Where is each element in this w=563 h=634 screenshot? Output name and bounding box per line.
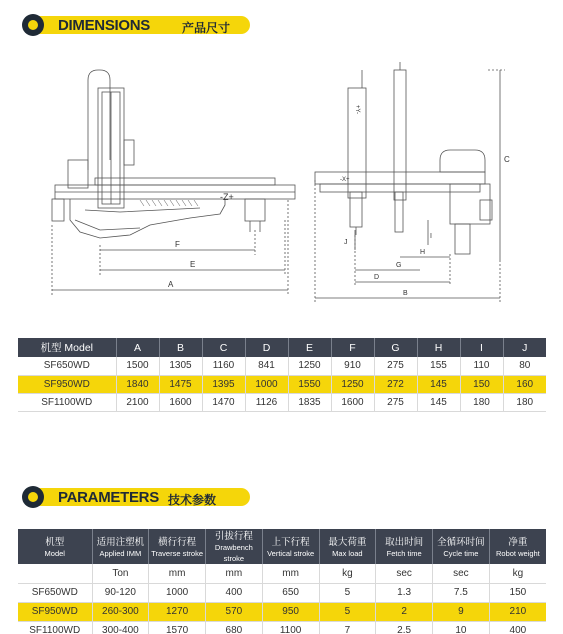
unit-cell: mm xyxy=(206,564,263,583)
parameters-header xyxy=(22,486,250,508)
value-cell: 1395 xyxy=(202,375,245,393)
model-cell: SF650WD xyxy=(18,583,92,602)
value-cell: 1500 xyxy=(116,357,159,375)
value-cell: 300-400 xyxy=(92,621,149,634)
value-cell: 1.3 xyxy=(376,583,433,602)
col-header-zh: 净重 xyxy=(508,536,528,548)
dim-label-j: J xyxy=(344,239,348,246)
col-header xyxy=(206,529,263,564)
col-header: J xyxy=(503,338,546,357)
value-cell: 1100 xyxy=(262,621,319,634)
table-row xyxy=(18,602,546,621)
col-header: C xyxy=(202,338,245,357)
value-cell: 7 xyxy=(319,621,376,634)
value-cell: 160 xyxy=(503,375,546,393)
col-header-zh: 适用注塑机 xyxy=(96,536,145,548)
col-header-en: Fetch time xyxy=(386,548,422,558)
col-header: 机型 Model xyxy=(18,338,116,357)
value-cell: 2100 xyxy=(116,393,159,411)
col-header: E xyxy=(288,338,331,357)
col-header: D xyxy=(245,338,288,357)
value-cell: 950 xyxy=(262,602,319,621)
value-cell: 1840 xyxy=(116,375,159,393)
col-header: A xyxy=(116,338,159,357)
dim-label-f: F xyxy=(175,240,180,249)
unit-cell: sec xyxy=(433,564,490,583)
header-badge-icon xyxy=(22,14,44,36)
col-header-en: Vertical stroke xyxy=(267,548,315,558)
value-cell: 1550 xyxy=(288,375,331,393)
col-header xyxy=(92,529,149,564)
unit-cell: kg xyxy=(489,564,546,583)
col-header: B xyxy=(159,338,202,357)
col-header xyxy=(149,529,206,564)
value-cell: 272 xyxy=(374,375,417,393)
value-cell: 1270 xyxy=(149,602,206,621)
table-row xyxy=(18,375,546,393)
model-cell: SF950WD xyxy=(18,375,116,393)
dimensions-table-header xyxy=(18,338,546,357)
dim-label-b: B xyxy=(403,290,408,297)
value-cell: 1570 xyxy=(149,621,206,634)
value-cell: 7.5 xyxy=(433,583,490,602)
col-header-en: Drawbench stroke xyxy=(214,543,253,563)
col-header xyxy=(319,529,376,564)
dim-label-h: H xyxy=(420,249,426,256)
col-header xyxy=(433,529,490,564)
unit-cell xyxy=(18,564,92,583)
unit-cell: Ton xyxy=(92,564,149,583)
value-cell: 275 xyxy=(374,393,417,411)
table-row xyxy=(18,583,546,602)
model-cell: SF1100WD xyxy=(18,393,116,411)
col-header-zh: 引拔行程 xyxy=(214,531,253,542)
value-cell: 90-120 xyxy=(92,583,149,602)
unit-cell: mm xyxy=(262,564,319,583)
value-cell: 2 xyxy=(376,602,433,621)
table-row xyxy=(18,357,546,375)
unit-cell: kg xyxy=(319,564,376,583)
value-cell: 1835 xyxy=(288,393,331,411)
col-header-zh: 机型 xyxy=(45,536,65,548)
value-cell: 275 xyxy=(374,357,417,375)
col-header: F xyxy=(331,338,374,357)
value-cell: 1250 xyxy=(331,375,374,393)
value-cell: 210 xyxy=(489,602,546,621)
model-cell: SF1100WD xyxy=(18,621,92,634)
value-cell: 400 xyxy=(489,621,546,634)
value-cell: 1600 xyxy=(159,393,202,411)
value-cell: 180 xyxy=(503,393,546,411)
col-header xyxy=(262,529,319,564)
dim-label-c: C xyxy=(504,155,510,164)
value-cell: 570 xyxy=(206,602,263,621)
value-cell: 9 xyxy=(433,602,490,621)
front-view-drawing xyxy=(40,60,300,305)
dim-label-a: A xyxy=(168,280,174,289)
col-header xyxy=(18,529,92,564)
unit-cell: mm xyxy=(149,564,206,583)
model-cell: SF650WD xyxy=(18,357,116,375)
value-cell: 1126 xyxy=(245,393,288,411)
value-cell: 260-300 xyxy=(92,602,149,621)
col-header-zh: 取出时间 xyxy=(385,536,424,548)
value-cell: 910 xyxy=(331,357,374,375)
z-axis-label: -Z+ xyxy=(220,192,234,202)
col-header-en: Max load xyxy=(332,548,363,558)
table-row xyxy=(18,621,546,634)
dimensions-header xyxy=(22,14,250,36)
value-cell: 10 xyxy=(433,621,490,634)
dim-label-g: G xyxy=(396,262,402,269)
y-axis-label: +Y- xyxy=(354,105,360,114)
value-cell: 2.5 xyxy=(376,621,433,634)
value-cell: 841 xyxy=(245,357,288,375)
value-cell: 80 xyxy=(503,357,546,375)
value-cell: 1600 xyxy=(331,393,374,411)
col-header: G xyxy=(374,338,417,357)
value-cell: 650 xyxy=(262,583,319,602)
value-cell: 110 xyxy=(460,357,503,375)
col-header-zh: 上下行程 xyxy=(271,536,310,548)
value-cell: 150 xyxy=(460,375,503,393)
parameters-table-header xyxy=(18,529,546,564)
col-header-en: Robot weight xyxy=(495,548,540,558)
value-cell: 180 xyxy=(460,393,503,411)
col-header: H xyxy=(417,338,460,357)
col-header xyxy=(489,529,546,564)
table-row xyxy=(18,393,546,411)
value-cell: 1250 xyxy=(288,357,331,375)
value-cell: 1475 xyxy=(159,375,202,393)
side-view-drawing xyxy=(300,60,525,305)
col-header-en: Applied IMM xyxy=(99,548,142,558)
value-cell: 1000 xyxy=(245,375,288,393)
dimensions-table xyxy=(18,338,546,412)
value-cell: 1160 xyxy=(202,357,245,375)
value-cell: 1470 xyxy=(202,393,245,411)
units-row xyxy=(18,564,546,583)
parameters-title: PARAMETERS xyxy=(58,489,159,506)
col-header-en: Traverse stroke xyxy=(151,548,204,558)
parameters-table xyxy=(18,529,546,634)
col-header-zh: 全循环时间 xyxy=(437,536,485,548)
value-cell: 145 xyxy=(417,375,460,393)
col-header xyxy=(376,529,433,564)
value-cell: 145 xyxy=(417,393,460,411)
value-cell: 680 xyxy=(206,621,263,634)
unit-cell: sec xyxy=(376,564,433,583)
value-cell: 5 xyxy=(319,583,376,602)
value-cell: 150 xyxy=(489,583,546,602)
col-header: I xyxy=(460,338,503,357)
dimensions-subtitle: 产品尺寸 xyxy=(182,21,231,35)
col-header-zh: 横行行程 xyxy=(158,536,197,548)
value-cell: 155 xyxy=(417,357,460,375)
dim-label-i: I xyxy=(430,233,432,240)
col-header-en: Cycle time xyxy=(443,548,479,558)
parameters-subtitle: 技术参数 xyxy=(168,493,217,507)
col-header-zh: 最大荷重 xyxy=(328,536,367,548)
dim-label-e: E xyxy=(190,260,196,269)
value-cell: 5 xyxy=(319,602,376,621)
value-cell: 1000 xyxy=(149,583,206,602)
value-cell: 1305 xyxy=(159,357,202,375)
dim-label-d: D xyxy=(374,274,380,281)
col-header-en: Model xyxy=(44,548,65,558)
dimensions-title: DIMENSIONS xyxy=(58,17,151,34)
x-axis-label: -X+ xyxy=(340,177,350,183)
header-badge-icon xyxy=(22,486,44,508)
model-cell: SF950WD xyxy=(18,602,92,621)
value-cell: 400 xyxy=(206,583,263,602)
